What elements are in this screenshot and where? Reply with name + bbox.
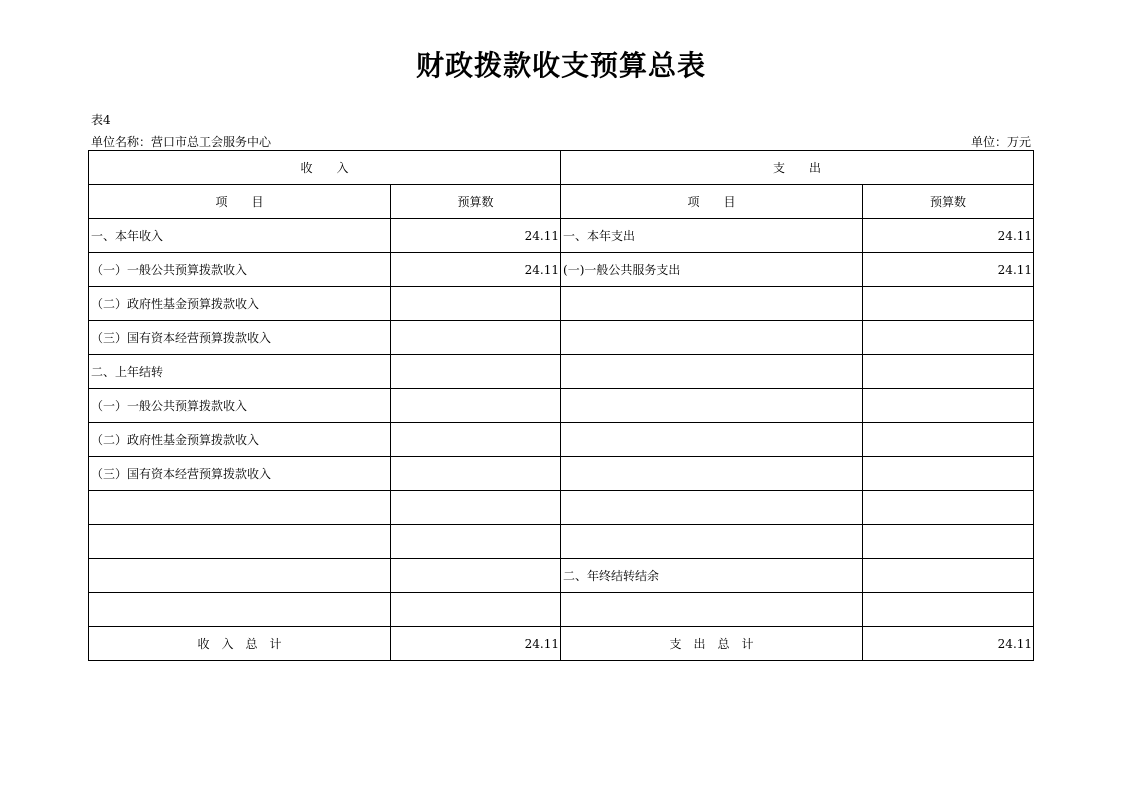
income-item-header: 项 目 [89,185,391,219]
table-row [89,491,1034,525]
expense-item-cell [561,389,863,423]
income-value-cell [391,321,561,355]
budget-table [88,150,1034,661]
table-row [89,253,1034,287]
column-header-row [89,185,1034,219]
expense-value-cell [863,287,1034,321]
expense-total-value: 24.11 [863,627,1034,661]
expense-header: 支 出 [561,151,1034,185]
table-row [89,321,1034,355]
expense-value-cell [863,321,1034,355]
expense-value-cell [863,457,1034,491]
table-row [89,525,1034,559]
income-value-cell [391,457,561,491]
section-header-row [89,151,1034,185]
expense-item-header: 项 目 [561,185,863,219]
income-item-cell [89,559,391,593]
expense-budget-header: 预算数 [863,185,1034,219]
income-value-cell [391,355,561,389]
table-row [89,457,1034,491]
expense-value-cell [863,423,1034,457]
table-row [89,287,1034,321]
expense-value-cell [863,355,1034,389]
expense-item-cell [561,457,863,491]
expense-item-cell [561,525,863,559]
income-item-cell: （三）国有资本经营预算拨款收入 [89,457,391,491]
expense-total-label: 支 出 总 计 [561,627,863,661]
currency-unit: 单位：万元 [970,135,1031,149]
expense-item-cell [561,491,863,525]
income-item-cell [89,525,391,559]
table-row [89,389,1034,423]
table-row [89,593,1034,627]
expense-value-cell [863,491,1034,525]
expense-item-cell: (一)一般公共服务支出 [561,253,863,287]
income-value-cell: 24.11 [391,253,561,287]
income-item-cell: 二、上年结转 [89,355,391,389]
expense-value-cell [863,525,1034,559]
expense-value-cell [863,389,1034,423]
totals-row [89,627,1034,661]
income-value-cell [391,491,561,525]
expense-item-cell [561,355,863,389]
income-value-cell [391,423,561,457]
income-budget-header: 预算数 [391,185,561,219]
page-title: 财政拨款收支预算总表 [415,49,706,82]
income-item-cell: （一）一般公共预算拨款收入 [89,389,391,423]
income-item-cell [89,593,391,627]
expense-item-cell [561,593,863,627]
expense-value-cell: 24.11 [863,253,1034,287]
income-item-cell: （一）一般公共预算拨款收入 [89,253,391,287]
table-row [89,355,1034,389]
income-value-cell [391,389,561,423]
income-value-cell: 24.11 [391,219,561,253]
expense-item-cell: 二、年终结转结余 [561,559,863,593]
income-item-cell: （三）国有资本经营预算拨款收入 [89,321,391,355]
unit-name: 单位名称：营口市总工会服务中心 [91,135,272,149]
table-row [89,559,1034,593]
income-total-label: 收 入 总 计 [89,627,391,661]
income-header: 收 入 [89,151,561,185]
expense-value-cell [863,559,1034,593]
expense-item-cell [561,423,863,457]
expense-item-cell [561,287,863,321]
table-body [89,219,1034,627]
expense-item-cell: 一、本年支出 [561,219,863,253]
income-value-cell [391,287,561,321]
income-value-cell [391,593,561,627]
expense-value-cell: 24.11 [863,219,1034,253]
table-row [89,219,1034,253]
income-value-cell [391,525,561,559]
income-value-cell [391,559,561,593]
income-item-cell: 一、本年收入 [89,219,391,253]
income-item-cell: （二）政府性基金预算拨款收入 [89,287,391,321]
table-number: 表4 [91,113,111,127]
table-row [89,423,1034,457]
income-item-cell: （二）政府性基金预算拨款收入 [89,423,391,457]
income-item-cell [89,491,391,525]
income-total-value: 24.11 [391,627,561,661]
expense-value-cell [863,593,1034,627]
expense-item-cell [561,321,863,355]
